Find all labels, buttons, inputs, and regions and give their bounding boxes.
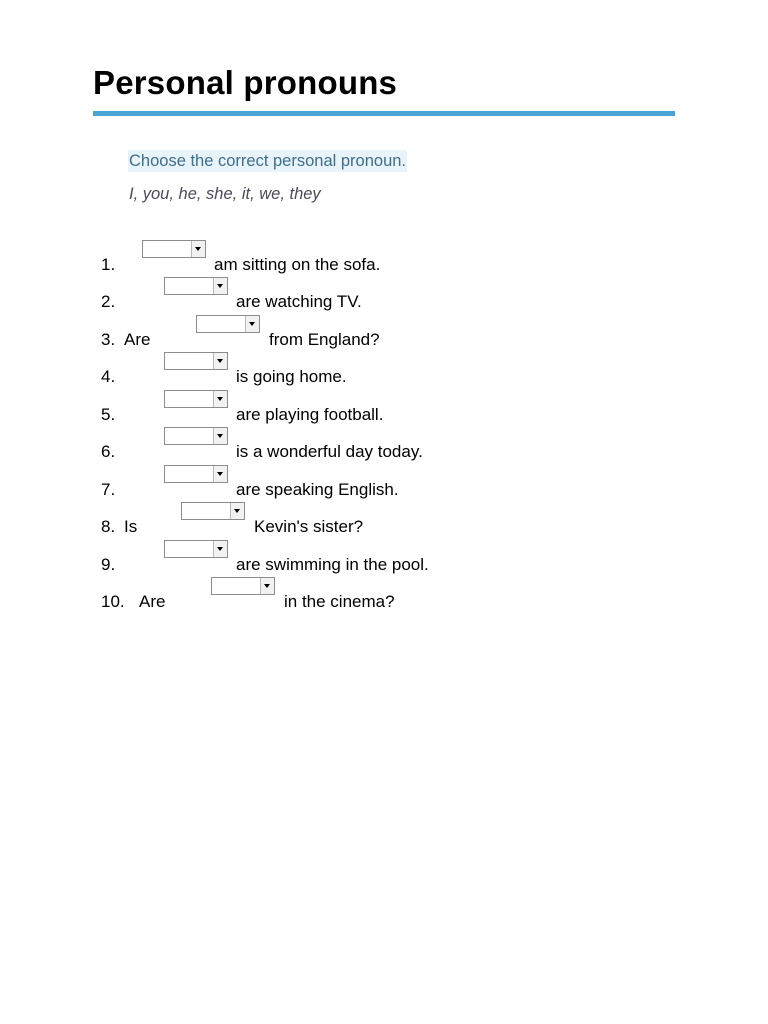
dropdown-arrow-icon[interactable]	[213, 541, 227, 557]
question-text: in the cinema?	[284, 592, 395, 611]
question-text: is a wonderful day today.	[236, 442, 423, 461]
question-text: are speaking English.	[236, 480, 399, 499]
title-underline	[93, 111, 675, 116]
pronoun-choices: I, you, he, she, it, we, they	[129, 185, 321, 203]
question-2	[101, 291, 661, 313]
question-prefix: Are	[124, 330, 151, 349]
dropdown-arrow-icon[interactable]	[213, 428, 227, 444]
question-4	[101, 366, 661, 388]
dropdown-arrow-icon[interactable]	[213, 391, 227, 407]
dropdown-arrow-icon[interactable]	[260, 578, 274, 594]
question-number: 2.	[101, 292, 116, 311]
dropdown-arrow-icon[interactable]	[213, 466, 227, 482]
dropdown-arrow-icon[interactable]	[245, 316, 259, 332]
question-number: 1.	[101, 255, 116, 274]
question-7	[101, 479, 661, 501]
question-prefix: Are	[139, 592, 166, 611]
instruction-text: Choose the correct personal pronoun.	[129, 152, 407, 170]
dropdown-arrow-icon[interactable]	[230, 503, 244, 519]
question-6	[101, 441, 661, 463]
question-1	[101, 254, 661, 276]
question-number: 3.	[101, 330, 116, 349]
question-text: are playing football.	[236, 405, 384, 424]
question-text: Kevin's sister?	[254, 517, 364, 536]
question-number: 10.	[101, 592, 125, 611]
question-number: 5.	[101, 405, 116, 424]
question-number: 9.	[101, 555, 116, 574]
dropdown-arrow-icon[interactable]	[191, 241, 205, 257]
page-title: Personal pronouns	[93, 64, 398, 101]
question-3	[101, 329, 661, 351]
question-prefix: Is	[124, 517, 138, 536]
dropdown-arrow-icon[interactable]	[213, 278, 227, 294]
question-text: are swimming in the pool.	[236, 555, 429, 574]
question-text: am sitting on the sofa.	[214, 255, 381, 274]
question-5	[101, 404, 661, 426]
question-number: 4.	[101, 367, 116, 386]
question-number: 7.	[101, 480, 116, 499]
question-text: is going home.	[236, 367, 347, 386]
question-number: 8.	[101, 517, 116, 536]
question-8	[101, 516, 661, 538]
dropdown-arrow-icon[interactable]	[213, 353, 227, 369]
question-number: 6.	[101, 442, 116, 461]
question-10	[101, 591, 661, 613]
question-text: from England?	[269, 330, 380, 349]
question-9	[101, 554, 661, 576]
question-text: are watching TV.	[236, 292, 362, 311]
